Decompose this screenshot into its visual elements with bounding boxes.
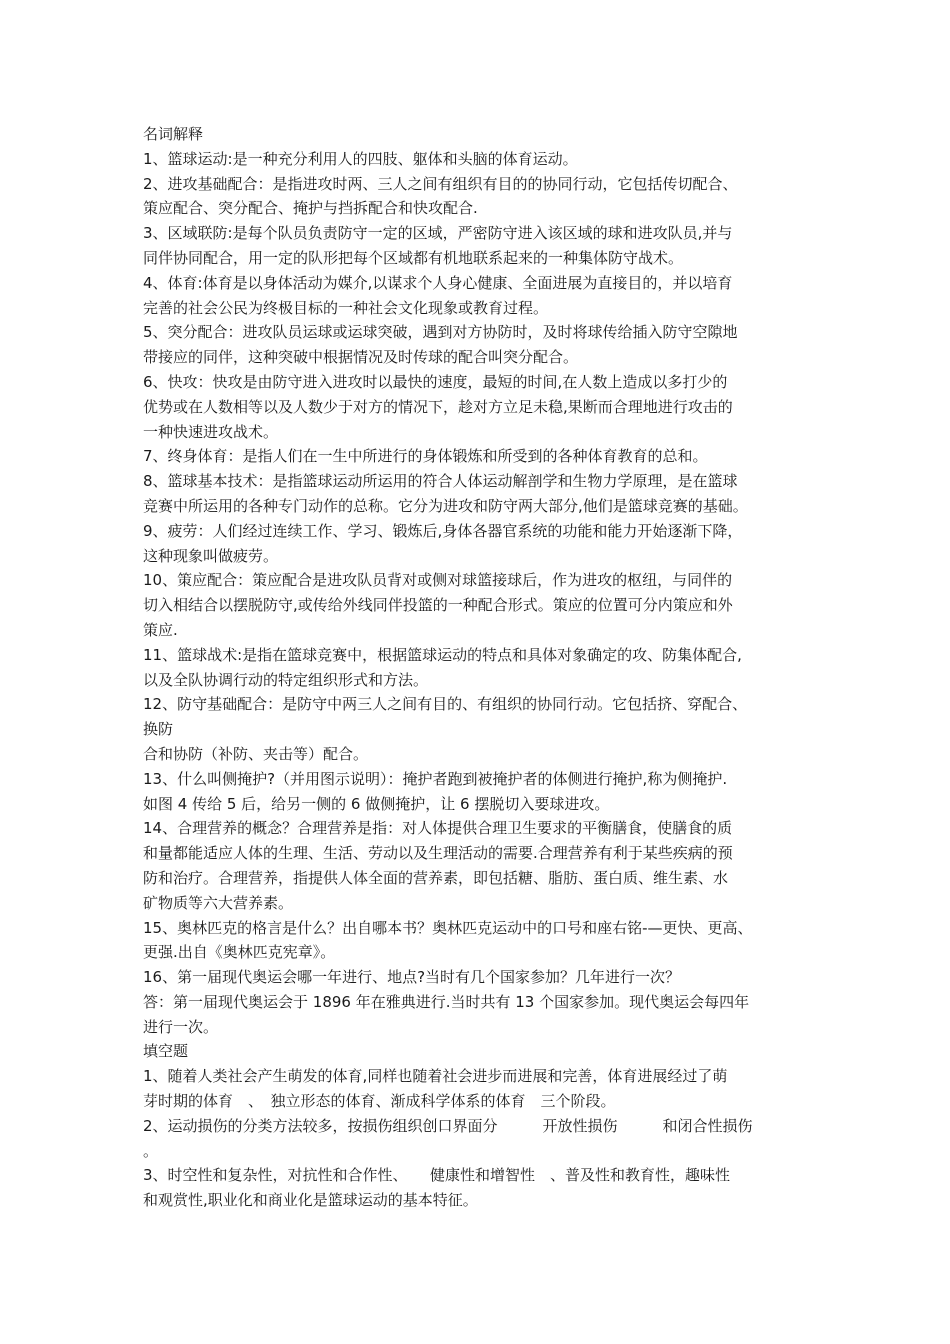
- text-line: 切入相结合以摆脱防守,或传给外线同伴投篮的一种配合形式。策应的位置可分内策应和外: [143, 596, 733, 615]
- text-line: 11、篮球战术:是指在篮球竞赛中，根据篮球运动的特点和具体对象确定的攻、防集体配合,: [143, 645, 742, 664]
- text-line: 3、区域联防:是每个队员负责防守一定的区域，严密防守进入该区域的球和进攻队员,并与: [143, 224, 733, 243]
- text-line: 答：第一届现代奥运会于 1896 年在雅典进行.当时共有 13 个国家参加。现代奥运会每四年: [143, 992, 750, 1011]
- text-line: 带接应的同伴，这种突破中根据情况及时传球的配合叫突分配合。: [143, 348, 579, 367]
- text-line: 2、进攻基础配合：是指进攻时两、三人之间有组织有目的的协同行动，它包括传切配合、: [143, 174, 738, 193]
- text-line: 14、合理营养的概念？合理营养是指：对人体提供合理卫生要求的平衡膳食，使膳食的质: [143, 819, 733, 838]
- text-line: 同伴协同配合，用一定的队形把每个区域都有机地联系起来的一种集体防守战术。: [143, 248, 684, 267]
- text-line: 芽时期的体育 、 独立形态的体育、渐成科学体系的体育 三个阶段。: [143, 1092, 616, 1111]
- text-line: 3、时空性和复杂性，对抗性和合作性、 健康性和增智性 、普及性和教育性，趣味性: [143, 1166, 731, 1185]
- text-line: 这种现象叫做疲劳。: [143, 546, 279, 565]
- text-line: 合和协防（补防、夹击等）配合。: [143, 744, 369, 763]
- text-line: 矿物质等六大营养素。: [143, 893, 294, 912]
- text-line: 一种快速进攻战术。: [143, 422, 279, 441]
- text-line: 和观赏性,职业化和商业化是篮球运动的基本特征。: [143, 1191, 478, 1210]
- text-line: 优势或在人数相等以及人数少于对方的情况下，趁对方立足未稳,果断而合理地进行攻击的: [143, 397, 733, 416]
- text-line: 10、策应配合：策应配合是进攻队员背对或侧对球篮接球后，作为进攻的枢纽，与同伴的: [143, 571, 733, 590]
- text-line: 12、防守基础配合：是防守中两三人之间有目的、有组织的协同行动。它包括挤、穿配合、: [143, 695, 748, 714]
- text-line: 8、篮球基本技术：是指篮球运动所运用的符合人体运动解剖学和生物力学原理，是在篮球: [143, 472, 738, 491]
- text-line: 完善的社会公民为终极目标的一种社会文化现象或教育过程。: [143, 298, 549, 317]
- text-line: 防和治疗。合理营养，指提供人体全面的营养素，即包括糖、脂肪、蛋白质、维生素、水: [143, 868, 729, 887]
- text-line: 4、体育:体育是以身体活动为媒介,以谋求个人身心健康、全面进展为直接目的，并以培育: [143, 273, 733, 292]
- text-line: 1、随着人类社会产生萌发的体育,同样也随着社会进步而进展和完善，体育进展经过了萌: [143, 1067, 728, 1086]
- text-line: 如图 4 传给 5 后，给另一侧的 6 做侧掩护，让 6 摆脱切入要球进攻。: [143, 794, 610, 813]
- text-line: 策应配合、突分配合、掩护与挡拆配合和快攻配合.: [143, 199, 478, 218]
- text-line: 2、运动损伤的分类方法较多，按损伤组织创口界面分 开放性损伤 和闭合性损伤: [143, 1116, 753, 1135]
- document-page: [143, 122, 811, 1213]
- text-line: 策应.: [143, 620, 178, 639]
- text-line: 竞赛中所运用的各种专门动作的总称。它分为进攻和防守两大部分,他们是篮球竞赛的基础。: [143, 496, 748, 515]
- text-line: 换防: [143, 720, 174, 739]
- text-line: 更强.出自《奥林匹克宪章》。: [143, 943, 336, 962]
- text-line: 。: [143, 1141, 159, 1160]
- text-line: 进行一次。: [143, 1017, 219, 1036]
- text-line: 填空题: [143, 1042, 189, 1061]
- text-line: 5、突分配合：进攻队员运球或运球突破，遇到对方协防时，及时将球传给插入防守空隙地: [143, 323, 738, 342]
- text-line: 16、第一届现代奥运会哪一年进行、地点?当时有几个国家参加？几年进行一次？: [143, 968, 681, 987]
- text-line: 15、奥林匹克的格言是什么？出自哪本书？奥林匹克运动中的口号和座右铭-—更快、更高、: [143, 918, 753, 937]
- text-line: 9、疲劳：人们经过连续工作、学习、锻炼后,身体各器官系统的功能和能力开始逐渐下降，: [143, 521, 743, 540]
- text-line: 7、终身体育：是指人们在一生中所进行的身体锻炼和所受到的各种体育教育的总和。: [143, 447, 708, 466]
- text-line: 13、什么叫侧掩护?（并用图示说明）：掩护者跑到被掩护者的体侧进行掩护,称为侧掩护.: [143, 769, 728, 788]
- text-line: 名词解释: [143, 125, 204, 143]
- text-line: 以及全队协调行动的特定组织形式和方法。: [143, 670, 429, 689]
- text-line: 1、篮球运动:是一种充分利用人的四肢、躯体和头脑的体育运动。: [143, 149, 578, 168]
- text-line: 和量都能适应人体的生理、生活、劳动以及生理活动的需要.合理营养有利于某些疾病的预: [143, 844, 733, 863]
- text-line: 6、快攻：快攻是由防守进入进攻时以最快的速度，最短的时间,在人数上造成以多打少的: [143, 372, 728, 391]
